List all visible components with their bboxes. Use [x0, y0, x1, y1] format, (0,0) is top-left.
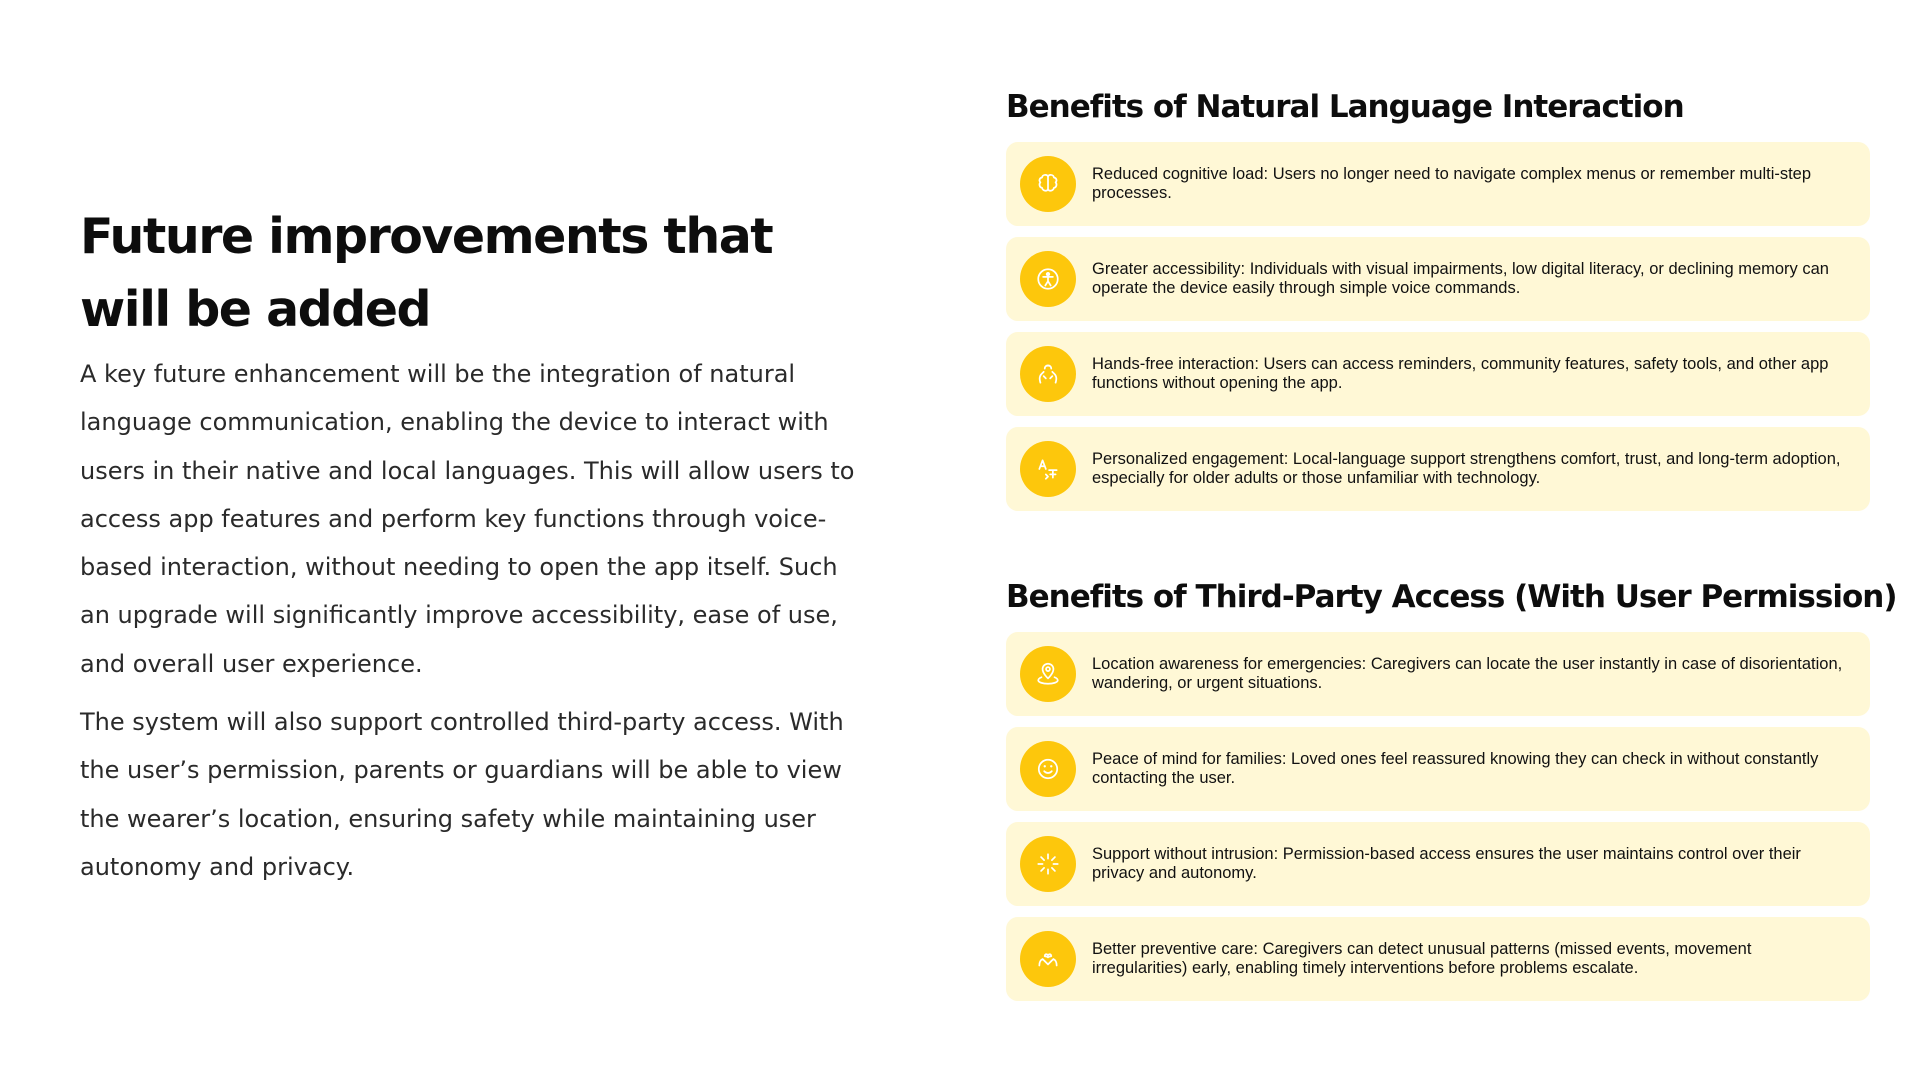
benefit-card — [1006, 427, 1870, 511]
benefit-card — [1006, 822, 1870, 906]
location-icon — [1020, 646, 1076, 702]
benefit-card — [1006, 142, 1870, 226]
hands-free-icon — [1020, 346, 1076, 402]
sparkle-icon — [1020, 836, 1076, 892]
accessibility-icon — [1020, 251, 1076, 307]
benefit-text: Reduced cognitive load: Users no longer need to navigate complex menus or remember multi-step processes. — [1092, 165, 1812, 202]
benefit-card — [1006, 632, 1870, 716]
smile-icon — [1020, 741, 1076, 797]
benefit-text: Personalized engagement: Local-language support strengthens comfort, trust, and long-term adoption, especially for older adults or those unfamiliar with technology. — [1092, 450, 1841, 487]
benefit-list — [1006, 142, 1870, 511]
benefit-text: Better preventive care: Caregivers can detect unusual patterns (missed events, movement irregularities) early, enabling timely interventions before problems escalate. — [1092, 940, 1752, 977]
left-column — [80, 200, 860, 901]
section-natural-language — [1006, 82, 1870, 522]
benefit-card — [1006, 917, 1870, 1001]
benefit-card — [1006, 727, 1870, 811]
benefit-text: Location awareness for emergencies: Caregivers can locate the user instantly in case of disorientation, wandering, or urgent situations. — [1092, 655, 1843, 692]
access-paragraph: The system will also support controlled third-party access. With the user’s permission, parents or guardians will be able to view the wearer’s location, ensuring safety while maintaining user autonomy and privacy. — [80, 708, 844, 881]
intro-paragraph: A key future enhancement will be the integration of natural language communication, enabling the device to interact with users in their native and local languages. This will allow users to access app features and perform key functions through voice-based interaction, without needing to open the app itself. Such an upgrade will significantly improve accessibility, ease of use, and overall user experience. — [80, 360, 855, 678]
page-title: Future improvements that will be added — [80, 208, 773, 338]
section-third-party — [1006, 572, 1897, 1012]
translate-icon — [1020, 441, 1076, 497]
benefit-text: Hands-free interaction: Users can access reminders, community features, safety tools, and other app functions without opening the app. — [1092, 355, 1829, 392]
section-title: Benefits of Natural Language Interaction — [1006, 89, 1684, 125]
benefit-card — [1006, 237, 1870, 321]
care-hands-icon — [1020, 931, 1076, 987]
benefit-text: Greater accessibility: Individuals with visual impairments, low digital literacy, or declining memory can operate the device easily through simple voice commands. — [1092, 260, 1829, 297]
brain-icon — [1020, 156, 1076, 212]
benefit-text: Support without intrusion: Permission-based access ensures the user maintains control over their privacy and autonomy. — [1092, 845, 1801, 882]
benefit-list — [1006, 632, 1870, 1001]
benefit-card — [1006, 332, 1870, 416]
section-title: Benefits of Third-Party Access (With User Permission) — [1006, 579, 1897, 615]
benefit-text: Peace of mind for families: Loved ones feel reassured knowing they can check in without constantly contacting the user. — [1092, 750, 1819, 787]
